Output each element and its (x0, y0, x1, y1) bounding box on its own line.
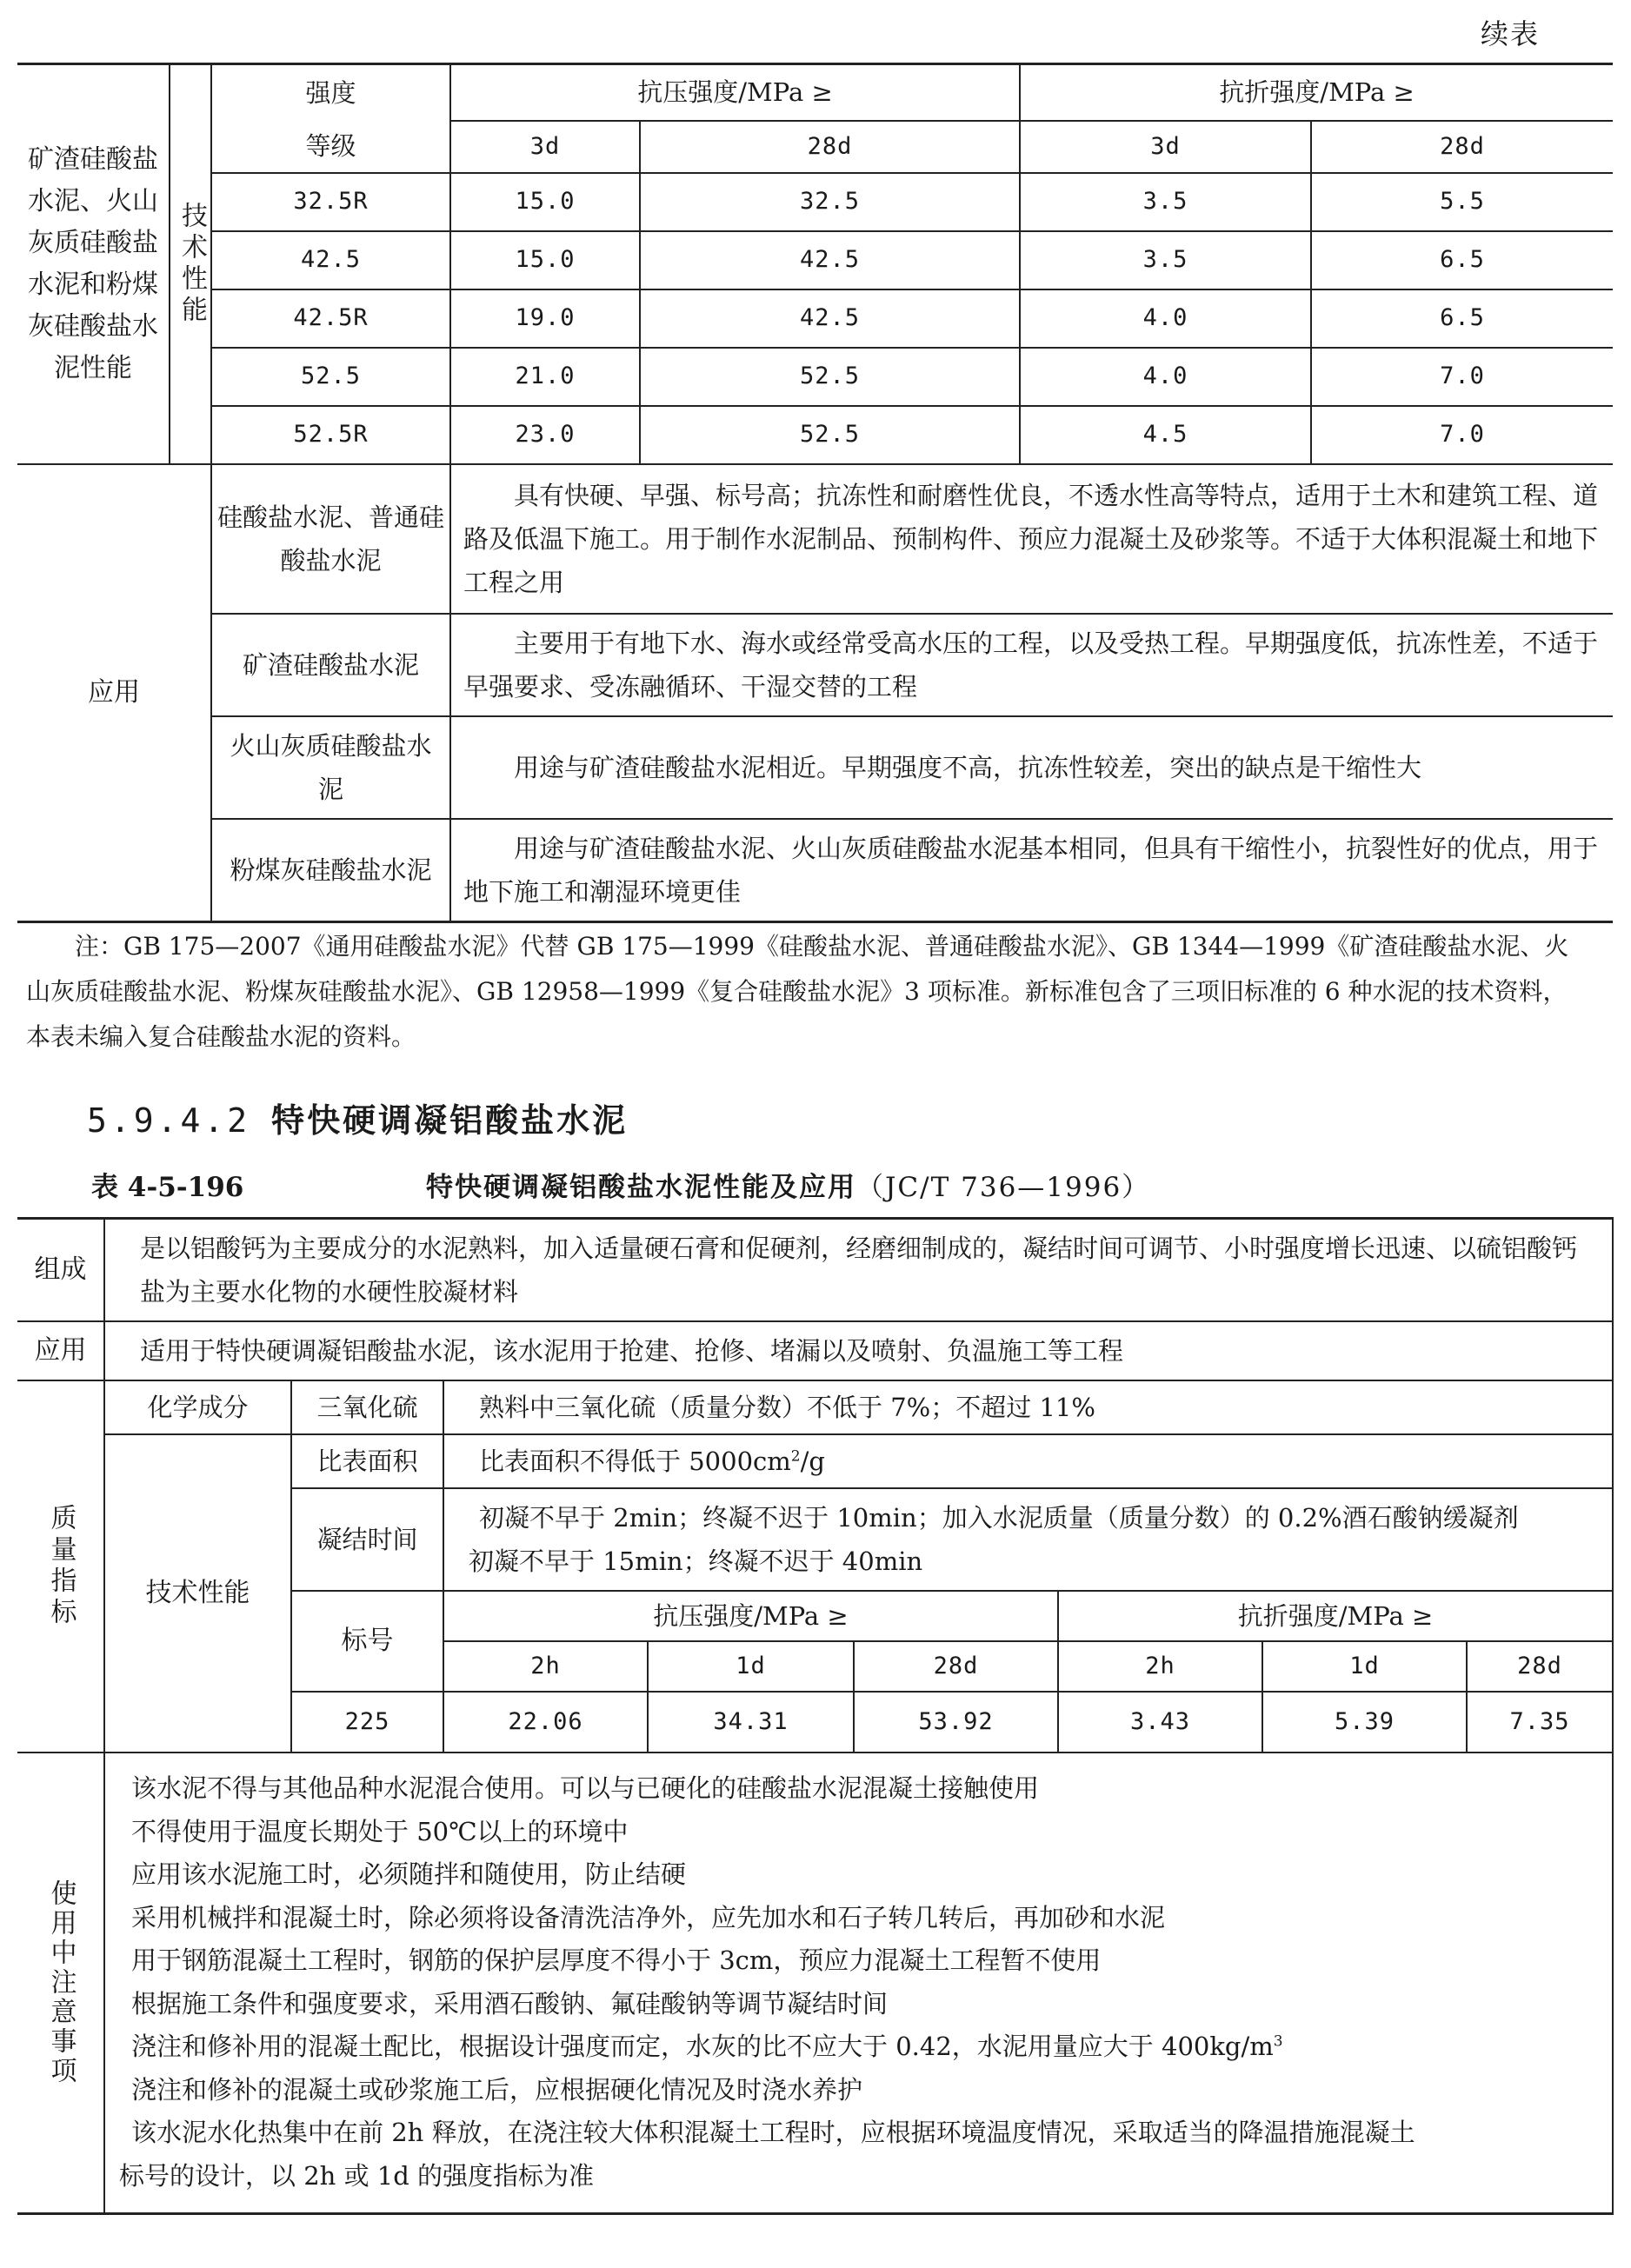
list-item: 根据施工条件和强度要求，采用酒石酸钠、氟硅酸钠等调节凝结时间 (131, 1988, 889, 2019)
section-heading (87, 1094, 628, 1141)
application-text-2: 适用于特快硬调凝铝酸盐水泥，该水泥用于抢建、抢修、堵漏以及喷射、负温施工等工程 (104, 1321, 1613, 1380)
grade-cell: 52.5 (211, 348, 450, 406)
tech-performance-label: 技术性能 (170, 64, 211, 464)
application-row (17, 819, 1613, 922)
col-2h: 2h (1058, 1641, 1262, 1692)
col-28d: 28d (854, 1641, 1058, 1692)
list-item: 浇注和修补的混凝土或砂浆施工后，应根据硬化情况及时浇水养护 (131, 2074, 863, 2105)
flexural-strength-header: 抗折强度/MPa ≥ (1020, 64, 1613, 121)
strength-grade-header-2: 等级 (211, 121, 450, 173)
value-cell: 3.5 (1020, 173, 1311, 231)
value-cell: 5.5 (1311, 173, 1613, 231)
table-row (17, 406, 1613, 464)
app-name-cell: 火山灰质硅酸盐水泥 (211, 716, 450, 819)
table-note: 注：GB 175—2007《通用硅酸盐水泥》代替 GB 175—1999《硅酸盐水泥、普通硅酸盐水泥》、GB 1344—1999《矿渣硅酸盐水泥、火山灰质硅酸盐水泥、粉煤灰硅酸盐水泥》、GB 12958—1999《复合硅酸盐水泥》3 项标准。新标准包含了三项旧标准的 6 种水泥的技术资料，本表未编入复合硅酸盐水泥的资料。 (26, 932, 1569, 1051)
value-cell: 7.35 (1467, 1692, 1613, 1753)
grade-cell: 42.5R (211, 289, 450, 348)
setting-time-label: 凝结时间 (291, 1488, 443, 1591)
cement-properties-table (17, 63, 1613, 923)
value-cell: 23.0 (450, 406, 640, 464)
value-cell: 19.0 (450, 289, 640, 348)
app-text-cell: 具有快硬、早强、标号高；抗冻性和耐磨性优良，不透水性高等特点，适用于土木和建筑工程、道路及低温下施工。用于制作水泥制品、预制构件、预应力混凝土及砂浆等。不适于大体积混凝土和地下工程之用 (450, 464, 1613, 614)
value-cell: 15.0 (450, 231, 640, 289)
grade-label: 标号 (291, 1591, 443, 1692)
table-row (17, 289, 1613, 348)
aluminate-cement-table (17, 1217, 1614, 2215)
table-standard: （JC/T 736—1996） (856, 1172, 1151, 1203)
app-name-cell: 矿渣硅酸盐水泥 (211, 614, 450, 716)
application-row (17, 716, 1613, 819)
table-title-wrap (426, 1165, 1150, 1204)
application-row (17, 614, 1613, 716)
col-28d-flexural: 28d (1311, 121, 1613, 173)
col-1d: 1d (648, 1641, 854, 1692)
composition-label: 组成 (17, 1219, 104, 1322)
value-cell: 6.5 (1311, 289, 1613, 348)
value-cell: 3.43 (1058, 1692, 1262, 1753)
col-3d-compressive: 3d (450, 121, 640, 173)
app-text-cell: 主要用于有地下水、海水或经常受高水压的工程，以及受热工程。早期强度低，抗冻性差，不适于早强要求、受冻融循环、干湿交替的工程 (450, 614, 1613, 716)
table-row (17, 231, 1613, 289)
value-cell: 52.5 (640, 406, 1020, 464)
usage-notes-label: 使用中注意事项 (17, 1753, 104, 2213)
col-28d-compressive: 28d (640, 121, 1020, 173)
app-name-cell: 粉煤灰硅酸盐水泥 (211, 819, 450, 922)
so3-label: 三氧化硫 (291, 1380, 443, 1434)
surface-area-text: 比表面积不得低于 $5000cm^2/g$ (443, 1434, 1613, 1488)
surface-area-label: 比表面积 (291, 1434, 443, 1488)
col-2h: 2h (443, 1641, 648, 1692)
application-label-2: 应用 (17, 1321, 104, 1380)
col-3d-flexural: 3d (1020, 121, 1311, 173)
value-cell: 4.0 (1020, 289, 1311, 348)
col-1d: 1d (1262, 1641, 1467, 1692)
grade-cell: 52.5R (211, 406, 450, 464)
value-cell: 4.0 (1020, 348, 1311, 406)
row-header-cement-types: 矿渣硅酸盐水泥、火山灰质硅酸盐水泥和粉煤灰硅酸盐水泥性能 (17, 64, 170, 464)
list-item: 采用机械拌和混凝土时，除必须将设备清洗洁净外，应先加水和石子转几转后，再加砂和水泥 (131, 1902, 1166, 1932)
col-28d: 28d (1467, 1641, 1613, 1692)
so3-text: 熟料中三氧化硫（质量分数）不低于 7%；不超过 11% (443, 1380, 1613, 1434)
list-item: 该水泥水化热集中在前 2h 释放，在浇注较大体积混凝土工程时，应根据环境温度情况，采取适当的降温措施混凝土 (131, 2118, 1415, 2148)
value-cell: 7.0 (1311, 406, 1613, 464)
value-cell: 22.06 (443, 1692, 648, 1753)
list-item: 该水泥不得与其他品种水泥混合使用。可以与已硬化的硅酸盐水泥混凝土接触使用 (131, 1773, 1040, 1804)
table-row (17, 173, 1613, 231)
value-cell: 4.5 (1020, 406, 1311, 464)
value-cell: 6.5 (1311, 231, 1613, 289)
table-title: 特快硬调凝铝酸盐水泥性能及应用 (426, 1172, 856, 1203)
section-title: 特快硬调凝铝酸盐水泥 (271, 1101, 629, 1140)
grade-cell: 32.5R (211, 173, 450, 231)
value-cell: 42.5 (640, 289, 1020, 348)
compressive-strength-header: 抗压强度/MPa ≥ (450, 64, 1020, 121)
list-item: 标号的设计，以 2h 或 1d 的强度指标为准 (119, 2160, 595, 2191)
flexural-header-2: 抗折强度/MPa ≥ (1058, 1591, 1613, 1641)
value-cell: 53.92 (854, 1692, 1058, 1753)
value-cell: 5.39 (1262, 1692, 1467, 1753)
grade-cell: 225 (291, 1692, 443, 1753)
continued-label: 续表 (1480, 17, 1540, 50)
tech-performance-label-2: 技术性能 (104, 1434, 291, 1753)
quality-index-label: 质量指标 (17, 1380, 104, 1753)
value-cell: 15.0 (450, 173, 640, 231)
application-row (17, 464, 1613, 614)
list-item: 不得使用于温度长期处于 50℃以上的环境中 (131, 1816, 629, 1846)
table-row (17, 348, 1613, 406)
list-item: 用于钢筋混凝土工程时，钢筋的保护层厚度不得小于 3cm，预应力混凝土工程暂不使用 (131, 1945, 1102, 1976)
value-cell: 7.0 (1311, 348, 1613, 406)
value-cell: 52.5 (640, 348, 1020, 406)
grade-cell: 42.5 (211, 231, 450, 289)
composition-text: 是以铝酸钙为主要成分的水泥熟料，加入适量硬石膏和促硬剂，经磨细制成的，凝结时间可调节、小时强度增长迅速、以硫铝酸钙盐为主要水化物的水硬性胶凝材料 (104, 1219, 1613, 1322)
app-text-cell: 用途与矿渣硅酸盐水泥、火山灰质硅酸盐水泥基本相同，但具有干缩性小，抗裂性好的优点，用于地下施工和潮湿环境更佳 (450, 819, 1613, 922)
section-number: 5.9.4.2 (87, 1101, 251, 1140)
application-label: 应用 (17, 464, 211, 922)
usage-notes-list (104, 1753, 1613, 2213)
value-cell: 3.5 (1020, 231, 1311, 289)
value-cell: 21.0 (450, 348, 640, 406)
list-item: 浇注和修补用的混凝土配比，根据设计强度而定，水灰的比不应大于 0.42，水泥用量应大于 $400kg/m^3$ (131, 2032, 1283, 2062)
app-name-cell: 硅酸盐水泥、普通硅酸盐水泥 (211, 464, 450, 614)
list-item: 应用该水泥施工时，必须随拌和随使用，防止结硬 (131, 1859, 687, 1890)
value-cell: 32.5 (640, 173, 1020, 231)
value-cell: 34.31 (648, 1692, 854, 1753)
table-number: 表 4-5-196 (91, 1172, 244, 1203)
value-cell: 42.5 (640, 231, 1020, 289)
compressive-header-2: 抗压强度/MPa ≥ (443, 1591, 1058, 1641)
chem-composition-label: 化学成分 (104, 1380, 291, 1434)
setting-time-text: 初凝不早于 2min；终凝不迟于 10min；加入水泥质量（质量分数）的 0.2%酒石酸钠缓凝剂 初凝不早于 15min；终凝不迟于 40min (443, 1488, 1613, 1591)
app-text-cell: 用途与矿渣硅酸盐水泥相近。早期强度不高，抗冻性较差，突出的缺点是干缩性大 (450, 716, 1613, 819)
strength-grade-header-1: 强度 (211, 64, 450, 121)
